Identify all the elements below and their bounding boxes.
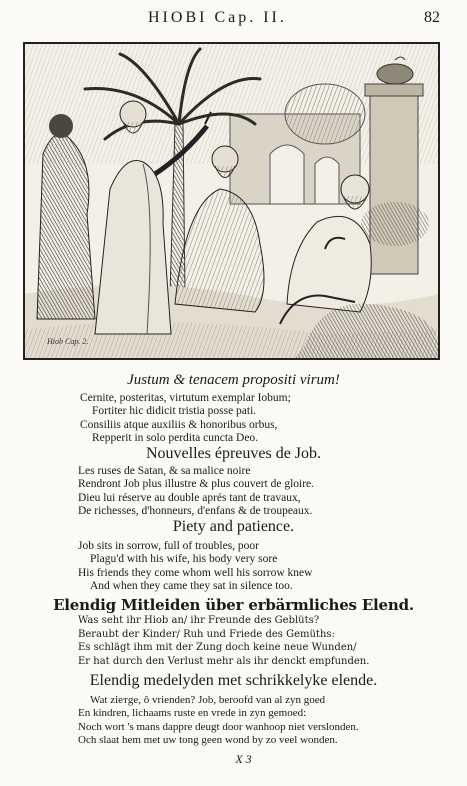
verse-line: Plagu'd with his wife, his body very sore — [90, 553, 278, 566]
verse-line: Wat ziетge, ô vrienden? Job, beroofd van al zyn goed — [90, 694, 326, 706]
verse-line: Cernite, posteritas, virtutum exemplar Iobum; — [80, 392, 291, 404]
plate-caption: Hiob Cap. 2. — [47, 337, 89, 346]
verse-line: De richesses, d'honneurs, d'enfans & de troupeaux. — [78, 505, 313, 518]
engraving-illustration — [25, 44, 438, 358]
verse-line: And when they came they sat in silence too. — [90, 580, 293, 593]
verse-line: Och slaat hem met uw tong geen wond by zo veel wonden. — [78, 734, 338, 747]
verse-line: Fortiter hic didicit tristia posse pati. — [92, 405, 257, 418]
page-number: 82 — [424, 9, 440, 26]
french-title: Nouvelles épreuves de Job. — [145, 445, 322, 462]
verse-line: Job sits in sorrow, full of troubles, poor — [78, 540, 260, 552]
signature-mark: X 3 — [235, 752, 252, 766]
page-header — [0, 9, 467, 33]
verse-line: Dieu lui réserve au double aprés tant de travaux, — [78, 491, 301, 504]
dutch-verse — [78, 694, 359, 748]
verse-line: Repperit in solo perdita cuncta Deo. — [92, 432, 259, 445]
verse-line: Beraubt der Kinder/ Ruh und Friede des Gemüths: — [78, 628, 335, 640]
running-title: HIOBI Cap. II. — [148, 9, 287, 26]
verse-line: Er hat durch den Verlust mehr als ihr denckt empfunden. — [78, 655, 370, 667]
engraving-plate — [23, 42, 440, 360]
english-verse — [78, 540, 312, 594]
verse-line: Consiliis atque auxiliis & honoribus orbus, — [80, 418, 278, 431]
verse-line: Noch wort 's mans dappre deugt door wanhoop niet verslonden. — [78, 720, 359, 733]
verse-line: Les ruses de Satan, & sa malice noire — [78, 465, 251, 477]
german-title: Elendig Mitleiden über erbärmliches Elend. — [53, 596, 414, 614]
verse-line: Es schlägt ihm mit der Zung doch keine neue Wunden/ — [78, 642, 357, 654]
latin-verse — [80, 392, 291, 446]
german-verse — [78, 614, 369, 668]
english-title: Piety and patience. — [172, 518, 295, 535]
latin-motto: Justum & tenacem propositi virum! — [127, 372, 340, 388]
verse-line: En kindren, lichaams ruste en vrede in zyn gemoed: — [78, 707, 307, 720]
french-verse — [78, 465, 314, 519]
verse-line: His friends they come whom well his sorrow knew — [78, 566, 313, 579]
dutch-title: Elendig medelyden met schrikkelyke elende. — [89, 672, 378, 689]
verse-line: Rendront Job plus illustre & plus couvert de gloire. — [78, 478, 315, 491]
verse-line: Was seht ihr Hiob an/ ihr Freunde des Geblüts? — [78, 615, 320, 626]
